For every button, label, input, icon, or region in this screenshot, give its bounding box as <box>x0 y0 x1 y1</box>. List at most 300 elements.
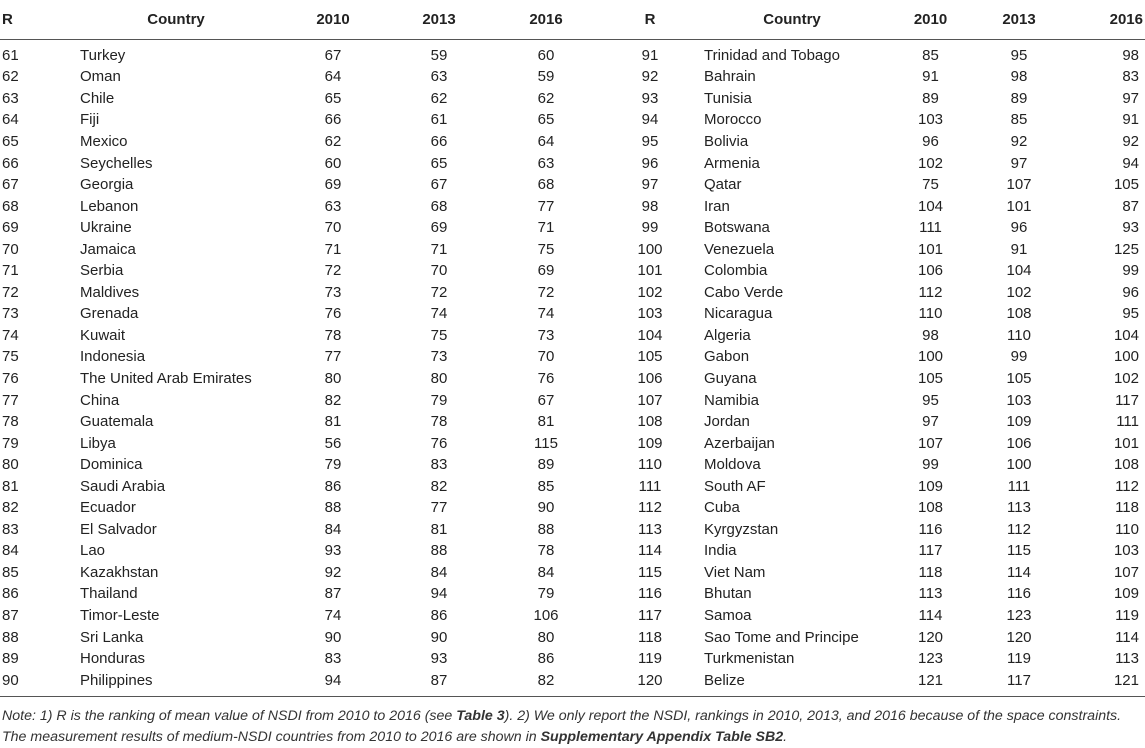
val-2010-cell-right: 91 <box>922 68 939 86</box>
country-cell-left: Honduras <box>80 650 146 668</box>
rank-cell-left: 81 <box>2 477 19 495</box>
country-cell-right: Jordan <box>704 413 750 431</box>
val-2016-cell-left: 65 <box>537 111 555 129</box>
rank-cell-left: 62 <box>2 68 19 86</box>
rank-cell-left: 65 <box>2 132 19 150</box>
table-row <box>0 40 1145 67</box>
table-row <box>0 497 1145 519</box>
table-row <box>0 562 1145 584</box>
rank-cell-left: 63 <box>2 89 19 107</box>
val-2013-cell-right: 95 <box>1010 46 1028 64</box>
val-2016-cell-left: 59 <box>537 68 555 86</box>
country-cell-right: Moldova <box>704 456 761 474</box>
table-row <box>0 282 1145 304</box>
val-2016-cell-right: 125 <box>1113 240 1139 258</box>
val-2010-cell-right: 103 <box>917 111 944 129</box>
val-2013-cell-left: 63 <box>430 68 448 86</box>
country-cell-right: South AF <box>704 477 766 495</box>
country-cell-right: Turkmenistan <box>704 650 795 668</box>
country-cell-left: Thailand <box>80 585 138 603</box>
val-2013-cell-right: 119 <box>1007 650 1031 668</box>
val-2016-cell-right: 119 <box>1115 606 1139 624</box>
country-cell-right: Tunisia <box>704 89 752 107</box>
val-2010-cell-left: 60 <box>324 154 342 172</box>
val-2013-cell-left: 70 <box>430 262 448 280</box>
table-row <box>0 368 1145 390</box>
country-cell-left: Seychelles <box>80 154 153 172</box>
val-2010-cell-left: 78 <box>324 326 342 344</box>
table-row <box>0 627 1145 649</box>
note-ref-appendix[interactable]: Supplementary Appendix Table SB2 <box>540 729 784 746</box>
rank-cell-left: 83 <box>2 520 19 538</box>
rank-cell-right: 96 <box>641 154 659 172</box>
val-2016-cell-right: 99 <box>1122 262 1139 280</box>
table-body <box>0 40 1145 697</box>
val-2016-cell-left: 63 <box>537 154 555 172</box>
val-2016-cell-left: 88 <box>537 520 555 538</box>
rank-cell-left: 68 <box>2 197 19 215</box>
val-2016-cell-right: 98 <box>1122 46 1139 64</box>
val-2016-cell-right: 102 <box>1113 369 1139 387</box>
val-2010-cell-left: 74 <box>324 606 342 624</box>
val-2010-cell-right: 106 <box>917 262 944 280</box>
rank-cell-left: 70 <box>2 240 19 258</box>
val-2013-cell-left: 69 <box>430 219 448 237</box>
val-2013-cell-left: 94 <box>430 585 448 603</box>
val-2016-cell-left: 84 <box>537 563 555 581</box>
rank-cell-right: 99 <box>641 219 659 237</box>
table-row <box>0 260 1145 282</box>
val-2010-cell-right: 111 <box>919 219 942 237</box>
val-2010-cell-left: 93 <box>324 542 342 560</box>
rank-cell-right: 91 <box>641 46 659 64</box>
val-2013-cell-left: 86 <box>430 606 448 624</box>
country-cell-left: Philippines <box>78 670 274 697</box>
val-2016-cell-right: 113 <box>1115 650 1139 668</box>
val-2016-cell-right: 92 <box>1122 132 1139 150</box>
val-2010-cell-right: 112 <box>918 283 943 301</box>
country-cell-right: Namibia <box>704 391 760 409</box>
rank-cell-left: 84 <box>2 542 19 560</box>
val-2010-cell-left: 88 <box>324 499 342 517</box>
val-2013-cell-right: 102 <box>1006 283 1032 301</box>
country-cell-right: Sao Tome and Principe <box>704 628 859 646</box>
country-cell-right: Gabon <box>704 348 750 366</box>
country-cell-right: Cuba <box>704 499 740 517</box>
header-row <box>0 0 1145 40</box>
country-cell-right: India <box>704 542 737 560</box>
val-2013-cell-right: 91 <box>1010 240 1028 258</box>
val-2013-cell-right: 114 <box>1007 563 1031 581</box>
header-2016-right: 2016 <box>1067 0 1145 40</box>
val-2010-cell-left: 87 <box>324 585 342 603</box>
table-row <box>0 541 1145 563</box>
val-2010-cell-left: 72 <box>324 262 342 280</box>
table-row <box>0 605 1145 627</box>
rank-cell-left: 71 <box>2 262 19 280</box>
rank-cell-left: 90 <box>0 670 78 697</box>
rank-cell-right: 118 <box>638 628 662 646</box>
header-2010-right: 2010 <box>890 0 971 40</box>
country-cell-left: Grenada <box>80 305 139 323</box>
val-2013-cell-left: 83 <box>430 456 448 474</box>
rank-cell-left: 89 <box>2 650 19 668</box>
country-cell-right: Azerbaijan <box>704 434 775 452</box>
val-2013-cell-right: 112 <box>1007 520 1031 538</box>
rank-cell-right: 108 <box>637 413 663 431</box>
val-2013-cell-left: 77 <box>430 499 448 517</box>
country-cell-left: Lebanon <box>80 197 139 215</box>
val-2013-cell-right: 116 <box>1007 585 1031 603</box>
rank-cell-left: 69 <box>2 219 19 237</box>
val-2016-cell-left: 73 <box>537 326 555 344</box>
rank-cell-left: 72 <box>2 283 19 301</box>
country-cell-right: Venezuela <box>704 240 775 258</box>
val-2010-cell-left: 66 <box>324 111 342 129</box>
val-2010-cell-right: 104 <box>917 197 944 215</box>
rank-cell-right: 97 <box>641 176 659 194</box>
note-text-2: ). 2) We only report the NSDI, rankings in 2010, 2013, and 2016 because of the space constraints. The measurement results of medium-NSDI countries from 2010 to 2016 are shown in <box>2 708 1122 746</box>
rank-cell-left: 67 <box>2 176 19 194</box>
table-row <box>0 648 1145 670</box>
val-2016-cell-left: 115 <box>534 434 558 452</box>
country-cell-left: El Salvador <box>80 520 157 538</box>
val-2010-cell-left: 76 <box>324 305 342 323</box>
country-cell-left: Kazakhstan <box>80 563 159 581</box>
val-2013-cell-right: 99 <box>1010 348 1028 366</box>
rank-cell-right: 113 <box>638 520 662 538</box>
rank-cell-left: 78 <box>2 413 19 431</box>
val-2010-cell-right: 110 <box>918 305 943 323</box>
val-2013-cell-right: 120 <box>1006 628 1032 646</box>
country-cell-right: Kyrgyzstan <box>704 520 779 538</box>
val-2016-cell-right: 109 <box>1113 585 1139 603</box>
rank-cell-right: 100 <box>637 240 663 258</box>
country-cell-right: Iran <box>704 197 730 215</box>
header-rank-right: R <box>606 0 694 40</box>
val-2016-cell-right: 94 <box>1122 154 1139 172</box>
val-2010-cell-left: 67 <box>324 46 342 64</box>
country-cell-right: Bolivia <box>704 132 749 150</box>
header-2013-right: 2013 <box>971 0 1067 40</box>
val-2013-cell-right: 98 <box>1010 68 1028 86</box>
val-2010-cell-right: 98 <box>922 326 939 344</box>
val-2010-cell-left: 83 <box>324 650 342 668</box>
country-cell-left: China <box>80 391 120 409</box>
country-cell-right: Bhutan <box>704 585 752 603</box>
table-row <box>0 390 1145 412</box>
val-2013-cell-right: 92 <box>1010 132 1028 150</box>
country-cell-left: Fiji <box>80 111 100 129</box>
rank-cell-right: 102 <box>637 283 663 301</box>
country-cell-left: The United Arab Emirates <box>80 369 252 387</box>
val-2010-cell-right: 85 <box>922 46 939 64</box>
val-2010-cell-right: 121 <box>890 670 971 697</box>
val-2016-cell-left: 81 <box>537 413 555 431</box>
val-2013-cell-left: 74 <box>430 305 448 323</box>
val-2013-cell-left: 93 <box>430 650 448 668</box>
rank-cell-right: 115 <box>638 563 662 581</box>
val-2016-cell-right: 111 <box>1116 413 1139 431</box>
val-2013-cell-left: 76 <box>430 434 448 452</box>
note-text-1: Note: 1) R is the ranking of mean value of NSDI from 2010 to 2016 (see <box>2 708 457 725</box>
val-2010-cell-right: 114 <box>918 606 943 624</box>
val-2010-cell-left: 65 <box>324 89 342 107</box>
val-2010-cell-right: 95 <box>922 391 939 409</box>
rank-cell-left: 75 <box>2 348 19 366</box>
val-2016-cell-right: 95 <box>1122 305 1139 323</box>
rank-cell-left: 80 <box>2 456 19 474</box>
val-2016-cell-right: 110 <box>1115 520 1139 538</box>
val-2016-cell-right: 96 <box>1122 283 1139 301</box>
val-2013-cell-right: 100 <box>1006 456 1032 474</box>
val-2016-cell-left: 74 <box>537 305 555 323</box>
val-2016-cell-right: 118 <box>1115 499 1139 517</box>
rank-cell-right: 105 <box>637 348 663 366</box>
table-row <box>0 411 1145 433</box>
val-2013-cell-right: 110 <box>1007 326 1031 344</box>
val-2013-cell-right: 103 <box>1006 391 1032 409</box>
country-cell-right: Qatar <box>704 176 742 194</box>
val-2010-cell-right: 107 <box>917 434 944 452</box>
val-2010-cell-left: 69 <box>324 176 342 194</box>
country-cell-left: Kuwait <box>80 326 126 344</box>
val-2016-cell-right: 112 <box>1115 477 1139 495</box>
val-2010-cell-right: 116 <box>918 520 943 538</box>
country-cell-left: Chile <box>80 89 115 107</box>
val-2013-cell-right: 115 <box>1007 542 1031 560</box>
val-2016-cell-left: 77 <box>537 197 555 215</box>
table-row <box>0 433 1145 455</box>
country-cell-right: Cabo Verde <box>704 283 784 301</box>
val-2010-cell-left: 84 <box>324 520 342 538</box>
val-2010-cell-right: 96 <box>922 132 939 150</box>
val-2013-cell-right: 97 <box>1010 154 1028 172</box>
val-2013-cell-right: 113 <box>1007 499 1031 517</box>
val-2016-cell-left: 64 <box>537 132 555 150</box>
val-2013-cell-right: 89 <box>1010 89 1028 107</box>
table-row <box>0 67 1145 89</box>
val-2016-cell-left: 70 <box>537 348 555 366</box>
val-2016-cell-left: 75 <box>537 240 555 258</box>
rank-cell-left: 61 <box>2 46 19 64</box>
val-2016-cell-right: 105 <box>1113 176 1139 194</box>
val-2010-cell-right: 101 <box>917 240 944 258</box>
note-text-3: . <box>783 729 788 746</box>
val-2016-cell-left: 90 <box>537 499 555 517</box>
val-2016-cell-left: 80 <box>537 628 555 646</box>
country-cell-left: Georgia <box>80 176 134 194</box>
val-2013-cell-right: 106 <box>1006 434 1032 452</box>
country-cell-left: Ecuador <box>80 499 136 517</box>
rank-cell-right: 116 <box>638 585 662 603</box>
val-2013-cell-left: 88 <box>430 542 448 560</box>
val-2010-cell-right: 97 <box>922 413 939 431</box>
val-2013-cell-left: 65 <box>430 154 448 172</box>
val-2013-cell-left: 90 <box>430 628 448 646</box>
country-cell-left: Timor-Leste <box>80 606 160 624</box>
val-2013-cell-left: 72 <box>430 283 448 301</box>
val-2016-cell-right: 97 <box>1122 89 1139 107</box>
table-row <box>0 454 1145 476</box>
country-cell-right: Guyana <box>704 369 757 387</box>
val-2016-cell-left: 106 <box>533 606 559 624</box>
val-2016-cell-left: 76 <box>537 369 555 387</box>
rank-cell-right: 110 <box>638 456 662 474</box>
val-2013-cell-left: 62 <box>430 89 448 107</box>
val-2016-cell-right: 93 <box>1122 219 1139 237</box>
country-cell-left: Oman <box>80 68 121 86</box>
val-2010-cell-left: 73 <box>324 283 342 301</box>
table-row <box>0 670 1145 697</box>
val-2010-cell-left: 86 <box>324 477 342 495</box>
val-2013-cell-right: 101 <box>1006 197 1032 215</box>
val-2013-cell-left: 61 <box>430 111 448 129</box>
country-cell-left: Sri Lanka <box>80 628 144 646</box>
table-row <box>0 217 1145 239</box>
val-2016-cell-right: 100 <box>1113 348 1139 366</box>
val-2013-cell-right: 96 <box>1010 219 1028 237</box>
val-2016-cell-left: 89 <box>537 456 555 474</box>
val-2016-cell-right: 121 <box>1067 670 1145 697</box>
val-2013-cell-left: 67 <box>430 176 448 194</box>
val-2010-cell-right: 89 <box>922 89 939 107</box>
val-2010-cell-left: 62 <box>324 132 342 150</box>
table-row <box>0 584 1145 606</box>
country-cell-right: Colombia <box>704 262 768 280</box>
val-2010-cell-left: 71 <box>324 240 342 258</box>
country-cell-left: Saudi Arabia <box>80 477 166 495</box>
table-row <box>0 196 1145 218</box>
val-2010-cell-right: 99 <box>922 456 939 474</box>
rank-cell-left: 88 <box>2 628 19 646</box>
val-2016-cell-left: 86 <box>537 650 555 668</box>
val-2016-cell-left: 69 <box>537 262 555 280</box>
val-2010-cell-left: 64 <box>324 68 342 86</box>
val-2010-cell-right: 109 <box>917 477 944 495</box>
val-2010-cell-right: 100 <box>917 348 944 366</box>
val-2016-cell-left: 71 <box>537 219 555 237</box>
val-2013-cell-left: 78 <box>430 413 448 431</box>
val-2016-cell-left: 82 <box>486 670 606 697</box>
rank-cell-right: 93 <box>641 89 659 107</box>
country-cell-left: Ukraine <box>80 219 132 237</box>
rank-cell-right: 94 <box>641 111 659 129</box>
country-cell-left: Serbia <box>80 262 124 280</box>
val-2013-cell-right: 104 <box>1006 262 1032 280</box>
rank-cell-left: 86 <box>2 585 19 603</box>
table-row <box>0 304 1145 326</box>
val-2013-cell-left: 59 <box>430 46 448 64</box>
rank-cell-left: 85 <box>2 563 19 581</box>
val-2016-cell-left: 79 <box>537 585 555 603</box>
header-country-left: Country <box>78 0 274 40</box>
table-row <box>0 110 1145 132</box>
table-row <box>0 131 1145 153</box>
val-2016-cell-left: 68 <box>537 176 555 194</box>
country-cell-left: Guatemala <box>80 413 154 431</box>
val-2016-cell-right: 91 <box>1122 111 1139 129</box>
country-cell-left: Indonesia <box>80 348 146 366</box>
country-cell-left: Dominica <box>80 456 143 474</box>
val-2010-cell-right: 102 <box>917 154 944 172</box>
rank-cell-left: 74 <box>2 326 19 344</box>
val-2016-cell-right: 117 <box>1115 391 1139 409</box>
rank-cell-right: 106 <box>637 369 663 387</box>
rank-cell-left: 82 <box>2 499 19 517</box>
country-cell-right: Nicaragua <box>704 305 773 323</box>
header-2016-left: 2016 <box>486 0 606 40</box>
val-2016-cell-left: 60 <box>537 46 555 64</box>
header-country-right: Country <box>694 0 890 40</box>
val-2013-cell-left: 71 <box>430 240 448 258</box>
country-cell-left: Jamaica <box>80 240 136 258</box>
rank-cell-right: 109 <box>637 434 663 452</box>
val-2016-cell-right: 87 <box>1122 197 1139 215</box>
rank-cell-right: 119 <box>638 650 662 668</box>
val-2013-cell-left: 81 <box>430 520 448 538</box>
table-row <box>0 347 1145 369</box>
val-2013-cell-left: 75 <box>430 326 448 344</box>
val-2010-cell-left: 79 <box>324 456 342 474</box>
val-2010-cell-right: 117 <box>918 542 943 560</box>
val-2013-cell-left: 68 <box>430 197 448 215</box>
val-2010-cell-left: 80 <box>324 369 342 387</box>
table-row <box>0 476 1145 498</box>
val-2010-cell-left: 94 <box>274 670 392 697</box>
val-2016-cell-left: 78 <box>537 542 555 560</box>
rank-cell-right: 117 <box>638 606 662 624</box>
country-cell-left: Lao <box>80 542 106 560</box>
val-2013-cell-left: 79 <box>430 391 448 409</box>
rank-cell-left: 77 <box>2 391 19 409</box>
val-2013-cell-right: 85 <box>1010 111 1028 129</box>
val-2016-cell-right: 83 <box>1122 68 1139 86</box>
country-cell-left: Maldives <box>80 283 140 301</box>
val-2016-cell-left: 72 <box>537 283 555 301</box>
rank-cell-right: 107 <box>637 391 663 409</box>
rank-cell-right: 104 <box>637 326 663 344</box>
val-2016-cell-left: 67 <box>537 391 555 409</box>
table-row <box>0 239 1145 261</box>
country-cell-right: Samoa <box>704 606 752 624</box>
rank-cell-left: 73 <box>2 305 19 323</box>
val-2016-cell-right: 104 <box>1113 326 1139 344</box>
val-2010-cell-left: 70 <box>324 219 342 237</box>
val-2016-cell-left: 85 <box>537 477 555 495</box>
val-2010-cell-right: 75 <box>922 176 939 194</box>
val-2016-cell-right: 114 <box>1115 628 1139 646</box>
rank-cell-left: 87 <box>2 606 19 624</box>
val-2010-cell-left: 81 <box>324 413 342 431</box>
val-2013-cell-right: 109 <box>1006 413 1032 431</box>
val-2010-cell-right: 113 <box>918 585 943 603</box>
val-2013-cell-left: 66 <box>430 132 448 150</box>
rank-cell-right: 103 <box>637 305 663 323</box>
header-2010-left: 2010 <box>274 0 392 40</box>
header-rank-left: R <box>0 0 78 40</box>
table-row <box>0 325 1145 347</box>
rank-cell-left: 66 <box>2 154 19 172</box>
rank-cell-right: 95 <box>641 132 659 150</box>
val-2016-cell-right: 101 <box>1113 434 1139 452</box>
val-2010-cell-right: 120 <box>917 628 944 646</box>
val-2013-cell-left: 82 <box>430 477 448 495</box>
val-2013-cell-left: 73 <box>430 348 448 366</box>
note-ref-table3[interactable]: Table 3 <box>456 708 505 725</box>
val-2010-cell-left: 82 <box>324 391 342 409</box>
val-2010-cell-left: 92 <box>324 563 342 581</box>
